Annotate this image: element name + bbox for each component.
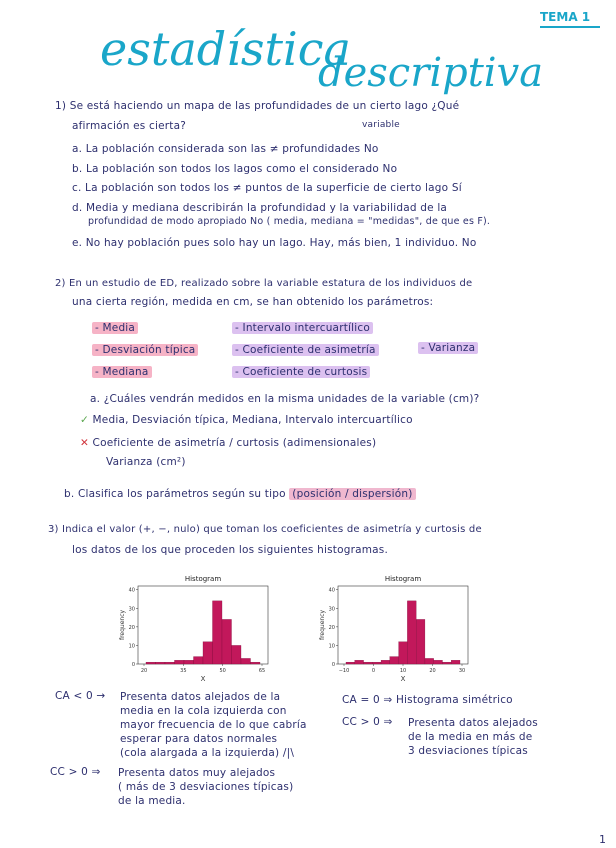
- x-tick-label: −10: [338, 668, 350, 674]
- y-tick-label: 40: [328, 587, 335, 594]
- histogram-bar: [165, 662, 175, 664]
- x-tick-label: 20: [429, 668, 436, 674]
- histogram-bar: [434, 660, 443, 664]
- tema-underline: [540, 26, 600, 28]
- y-axis-label: frequency: [319, 609, 326, 641]
- q3-stem-line2: los datos de los que proceden los siguientes histogramas.: [72, 544, 388, 556]
- q2-param-media: - Media: [92, 322, 138, 334]
- histogram-bar: [241, 658, 251, 664]
- q2-param-asimetria: - Coeficiente de asimetría: [232, 344, 379, 356]
- ans-ca-neg-label: CA < 0 →: [55, 690, 106, 702]
- histogram-bar: [399, 642, 408, 664]
- histogram-left: [100, 572, 280, 684]
- q2-param-mediana: - Mediana: [92, 366, 152, 378]
- q1-option-e: e. No hay población pues solo hay un lago. Hay, más bien, 1 individuo. No: [72, 237, 477, 249]
- x-tick-label: 20: [140, 668, 148, 674]
- histogram-bar: [232, 645, 242, 664]
- ans-ca-zero: CA = 0 ⇒ Histograma simétrico: [342, 694, 513, 706]
- ans-cc-pos-label: CC > 0 ⇒: [50, 766, 101, 778]
- histogram-bar: [346, 662, 355, 664]
- ans-cc-pos-text: Presenta datos muy alejados ( más de 3 desviaciones típicas) de la media.: [118, 767, 294, 807]
- histogram-bar: [175, 660, 185, 664]
- histogram-bar: [251, 662, 261, 664]
- x-axis-label: X: [400, 675, 406, 683]
- q1-stem-line1: 1) Se está haciendo un mapa de las profundidades de un cierto lago ¿Qué: [55, 100, 460, 112]
- histogram-bar: [381, 660, 390, 664]
- chart-title: Histogram: [184, 575, 222, 583]
- q2-stem-line1: 2) En un estudio de ED, realizado sobre la variable estatura de los individuos de: [55, 278, 473, 289]
- y-tick-label: 30: [328, 606, 335, 613]
- y-tick-label: 20: [328, 624, 335, 631]
- y-tick-label: 40: [128, 587, 135, 594]
- histogram-bar: [451, 660, 460, 664]
- q1-option-a: a. La población considerada son las ≠ profundidades No: [72, 143, 379, 155]
- q2-param-desviacion: - Desviación típica: [92, 344, 198, 356]
- ans-cc-pos2-label: CC > 0 ⇒: [342, 716, 393, 728]
- q2-a-cross-row2: Varianza (cm²): [106, 456, 186, 468]
- q1-stem-line2: afirmación es cierta?: [72, 120, 187, 132]
- q2-stem-line2: una cierta región, medida en cm, se han obtenido los parámetros:: [72, 296, 434, 308]
- x-axis-label: X: [200, 675, 206, 683]
- q1-annotation: variable: [362, 120, 400, 130]
- histogram-bar: [407, 601, 416, 664]
- title-line-1: estadística: [100, 22, 351, 76]
- check-icon: ✓: [80, 414, 89, 426]
- x-tick-label: 35: [180, 668, 187, 674]
- y-axis-label: frequency: [119, 609, 126, 641]
- q2-param-curtosis: - Coeficiente de curtosis: [232, 366, 370, 378]
- q2-param-intervalo: - Intervalo intercuartílico: [232, 322, 373, 334]
- y-tick-label: 30: [128, 606, 135, 613]
- x-tick-label: 0: [371, 668, 376, 674]
- histogram-bar: [442, 662, 451, 664]
- histogram-bar: [213, 601, 223, 664]
- q2-param-varianza: - Varianza: [418, 342, 478, 354]
- histogram-bar: [146, 662, 156, 664]
- q1-option-c: c. La población son todos los ≠ puntos de la superficie de cierto lago Sí: [72, 182, 462, 194]
- histogram-bar: [416, 619, 425, 664]
- chart-title: Histogram: [384, 575, 422, 583]
- y-tick-label: 0: [331, 662, 335, 668]
- histogram-bar: [372, 662, 381, 664]
- q2-a-cross-row: ✕ Coeficiente de asimetría / curtosis (adimensionales): [80, 437, 377, 449]
- tema-label: TEMA 1: [540, 10, 591, 24]
- histogram-bar: [184, 660, 194, 664]
- histogram-bar: [156, 662, 166, 664]
- histogram-bar: [425, 658, 434, 664]
- y-tick-label: 10: [328, 643, 335, 650]
- page-number: 1: [599, 833, 606, 846]
- histogram-right: [300, 572, 480, 684]
- q3-stem-line1: 3) Indica el valor (+, −, nulo) que toman los coeficientes de asimetría y curtosis de: [48, 524, 482, 535]
- title-line-2: descriptiva: [318, 50, 544, 96]
- ans-cc-pos2-text: Presenta datos alejados de la media en más de 3 desviaciones típicas: [408, 717, 538, 757]
- y-tick-label: 20: [128, 624, 135, 631]
- x-tick-label: 10: [399, 668, 407, 674]
- q1-option-d-line2: profundidad de modo apropiado No ( media, mediana = "medidas", de que es F).: [88, 216, 491, 227]
- histogram-bar: [364, 662, 373, 664]
- y-tick-label: 0: [131, 662, 135, 668]
- histogram-bar: [222, 619, 232, 664]
- histogram-bar: [390, 657, 399, 664]
- q1-option-d-line1: d. Media y mediana describirán la profundidad y la variabilidad de la: [72, 202, 448, 214]
- q2-a-question: a. ¿Cuáles vendrán medidos en la misma unidades de la variable (cm)?: [90, 393, 480, 405]
- q2-b-row: b. Clasifica los parámetros según su tipo (posición / dispersión): [64, 488, 416, 500]
- q1-option-b: b. La población son todos los lagos como el considerado No: [72, 163, 398, 175]
- cross-icon: ✕: [80, 437, 89, 449]
- histogram-bar: [194, 657, 204, 664]
- x-tick-label: 30: [458, 668, 466, 674]
- x-tick-label: 50: [219, 668, 226, 674]
- histogram-bar: [355, 660, 364, 664]
- q2-a-check-row: ✓ Media, Desviación típica, Mediana, Intervalo intercuartílico: [80, 414, 413, 426]
- x-tick-label: 65: [258, 668, 266, 674]
- y-tick-label: 10: [128, 643, 135, 650]
- ans-ca-neg-text: Presenta datos alejados de la media en la cola izquierda con mayor frecuencia de lo que cabría esperar para datos normales (cola alargada a la izquierda) /|\: [120, 691, 307, 759]
- histogram-bar: [203, 642, 213, 664]
